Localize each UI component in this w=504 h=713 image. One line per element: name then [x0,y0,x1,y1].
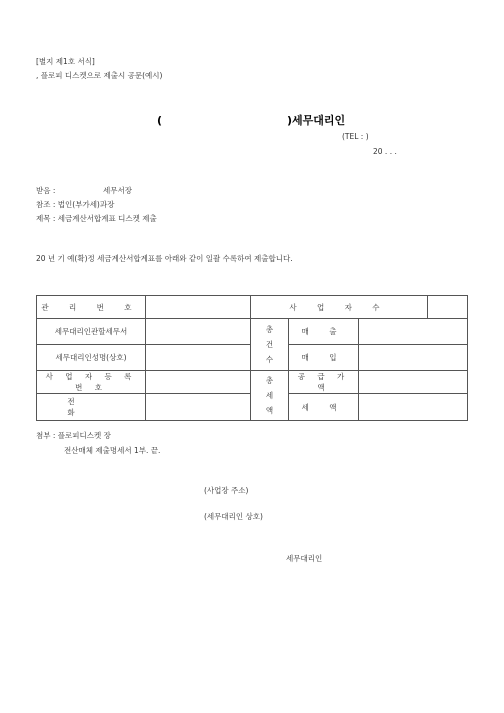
tax-office-label: 세무대리인관할세무서 [37,319,146,345]
attachment-line-2: 전산매체 제출명세서 1부. 끝. [64,446,161,455]
tax-office-value [146,319,251,345]
reg-no-value [146,371,251,394]
business-address: (사업장 주소) [204,486,249,495]
business-count-value [428,296,468,319]
tax-amount-label: 세 액 [289,394,359,421]
agent-signature-label: 세무대리인 [286,554,323,563]
supply-amount-value [359,371,468,394]
purchase-label: 매 입 [289,345,359,371]
sales-label: 매 출 [289,319,359,345]
subject-line: 제목 : 세금계산서합계표 디스켓 제출 [36,214,157,223]
total-tax-label: 총 세 액 [251,371,289,421]
phone-label: 전 화 [37,394,146,421]
recipient-label: 받음 : [36,186,56,195]
tax-amount-value [359,394,468,421]
attachment-line-1: 첨부 : 플로피디스켓 장 [36,431,111,440]
form-subtitle: , 플로피 디스켓으로 제출시 공문(예시) [36,71,163,80]
total-count-label: 총 건 수 [251,319,289,371]
recipient-value: 세무서장 [103,186,132,195]
tel-line: (TEL : ) [342,132,369,141]
business-count-header: 사 업 자 수 [251,296,428,319]
agent-name-label: 세무대리인성명(상호) [37,345,146,371]
reference-line: 참조 : 법인(부가세)과장 [36,200,115,209]
date-line: 20 . . . [373,147,397,156]
manage-no-header: 관 리 번 호 [37,296,146,319]
agent-trade-name: (세무대리인 상호) [204,512,263,521]
page-title: )세무대리인 [287,114,346,127]
purchase-value [359,345,468,371]
manage-no-value [146,296,251,319]
body-text: 20 년 기 예(확)정 세금계산서합계표를 아래와 같이 일괄 수록하여 제출합니다. [36,254,293,263]
agent-name-value [146,345,251,371]
reg-no-label: 사 업 자 등 록 번 호 [37,371,146,394]
title-open-paren: ( [157,114,163,127]
supply-amount-label: 공 급 가 액 [289,371,359,394]
sales-value [359,319,468,345]
form-reference: [별지 제1호 서식] [36,57,95,66]
submission-table [36,295,468,421]
phone-value [146,394,251,421]
